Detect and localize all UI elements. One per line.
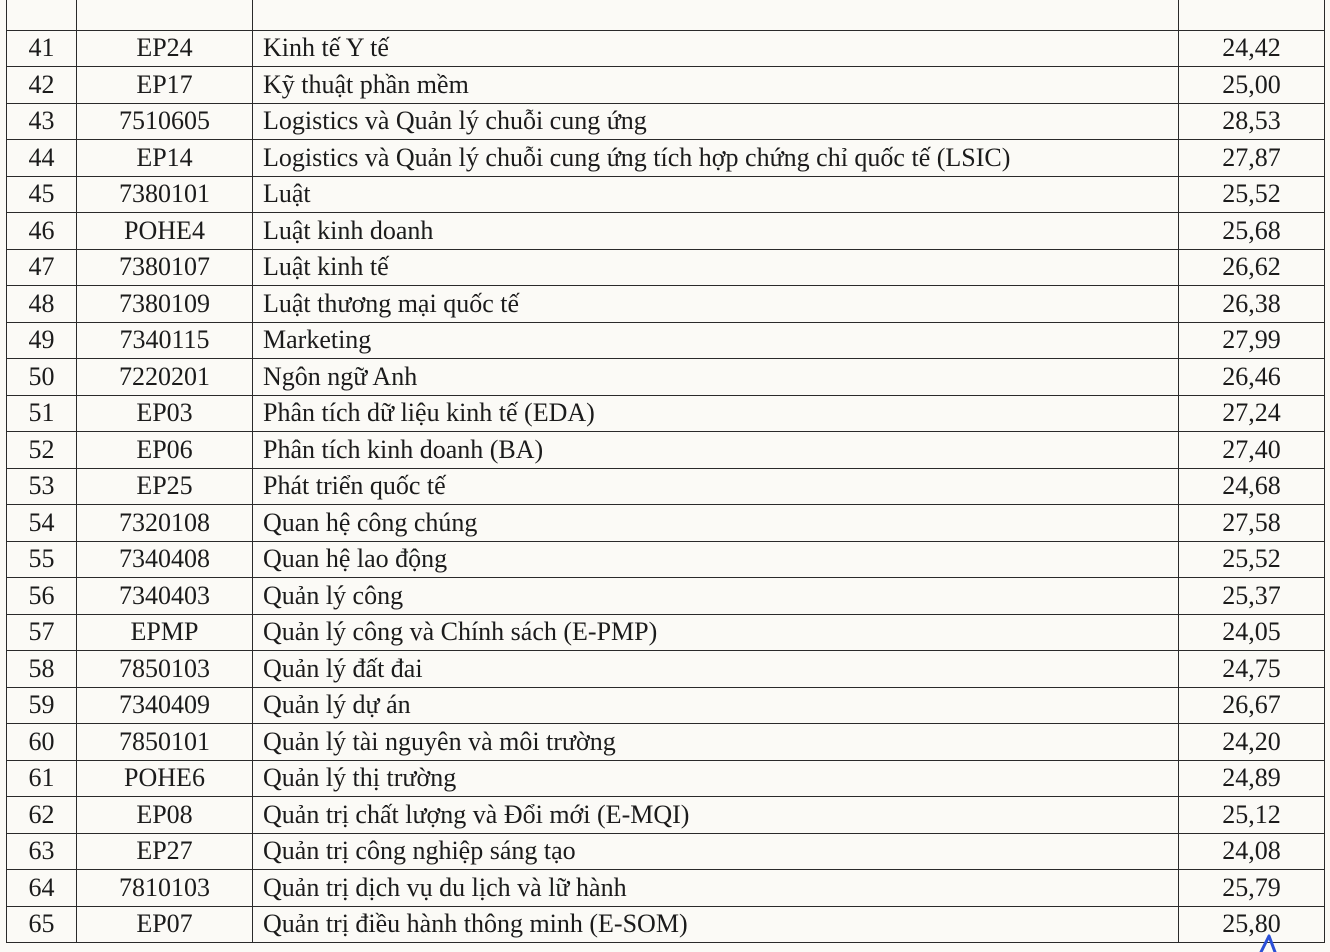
program-name-cell: Kinh tế Y tế [253, 30, 1179, 67]
program-code-cell: POHE6 [77, 760, 253, 797]
program-code-cell: 7380109 [77, 286, 253, 323]
score-cell: 25,79 [1179, 870, 1325, 907]
program-code-cell: 7340408 [77, 541, 253, 578]
program-name-cell: Luật thương mại quốc tế [253, 286, 1179, 323]
table-row [7, 687, 1325, 724]
program-code-cell: EP03 [77, 395, 253, 432]
program-code-cell: 7850103 [77, 651, 253, 688]
score-cell: 24,68 [1179, 468, 1325, 505]
table-row [7, 359, 1325, 396]
table-row [7, 468, 1325, 505]
table-row [7, 213, 1325, 250]
row-number-cell: 65 [7, 906, 77, 943]
program-name-cell: Ngôn ngữ Anh [253, 359, 1179, 396]
table-row [7, 578, 1325, 615]
score-cell: 24,05 [1179, 614, 1325, 651]
row-number-cell: 53 [7, 468, 77, 505]
program-name-cell: Quản trị dịch vụ du lịch và lữ hành [253, 870, 1179, 907]
score-cell: 26,62 [1179, 249, 1325, 286]
program-code-cell: EP14 [77, 140, 253, 177]
score-cell [1179, 0, 1325, 30]
score-cell: 25,52 [1179, 541, 1325, 578]
program-name-cell: Quan hệ công chúng [253, 505, 1179, 542]
row-number-cell: 64 [7, 870, 77, 907]
table-row [7, 322, 1325, 359]
row-number-cell: 57 [7, 614, 77, 651]
score-cell: 26,46 [1179, 359, 1325, 396]
program-name-cell [253, 0, 1179, 30]
score-cell: 25,12 [1179, 797, 1325, 834]
program-name-cell: Logistics và Quản lý chuỗi cung ứng tích hợp chứng chỉ quốc tế (LSIC) [253, 140, 1179, 177]
program-code-cell: 7850101 [77, 724, 253, 761]
table-row [7, 395, 1325, 432]
program-code-cell: EP24 [77, 30, 253, 67]
table-row [7, 67, 1325, 104]
program-name-cell: Phân tích kinh doanh (BA) [253, 432, 1179, 469]
score-cell: 24,75 [1179, 651, 1325, 688]
table-row [7, 176, 1325, 213]
row-number-cell: 55 [7, 541, 77, 578]
row-number-cell: 47 [7, 249, 77, 286]
table-row [7, 797, 1325, 834]
score-cell: 27,24 [1179, 395, 1325, 432]
table-row [7, 140, 1325, 177]
score-cell: 27,99 [1179, 322, 1325, 359]
score-cell: 24,20 [1179, 724, 1325, 761]
program-name-cell: Quản trị chất lượng và Đổi mới (E-MQI) [253, 797, 1179, 834]
program-code-cell: EP08 [77, 797, 253, 834]
score-cell: 25,68 [1179, 213, 1325, 250]
program-name-cell: Quản trị công nghiệp sáng tạo [253, 833, 1179, 870]
score-table-body [7, 0, 1325, 943]
score-cell: 28,53 [1179, 103, 1325, 140]
program-name-cell: Quản lý công [253, 578, 1179, 615]
score-cell: 25,37 [1179, 578, 1325, 615]
table-row [7, 541, 1325, 578]
program-code-cell: EP25 [77, 468, 253, 505]
score-table [6, 0, 1325, 943]
program-code-cell: EP17 [77, 67, 253, 104]
row-number-cell: 60 [7, 724, 77, 761]
program-code-cell: 7320108 [77, 505, 253, 542]
score-cell: 26,38 [1179, 286, 1325, 323]
program-code-cell: 7810103 [77, 870, 253, 907]
program-code-cell: EP06 [77, 432, 253, 469]
program-name-cell: Phát triển quốc tế [253, 468, 1179, 505]
table-row [7, 505, 1325, 542]
table-row [7, 614, 1325, 651]
program-code-cell: 7340115 [77, 322, 253, 359]
score-cell: 26,67 [1179, 687, 1325, 724]
program-name-cell: Quản lý đất đai [253, 651, 1179, 688]
score-cell: 25,52 [1179, 176, 1325, 213]
table-row [7, 870, 1325, 907]
program-name-cell: Kỹ thuật phần mềm [253, 67, 1179, 104]
table-row-partial [7, 0, 1325, 30]
row-number-cell: 58 [7, 651, 77, 688]
program-code-cell [77, 0, 253, 30]
table-row [7, 103, 1325, 140]
table-row [7, 249, 1325, 286]
program-code-cell: 7380101 [77, 176, 253, 213]
row-number-cell: 51 [7, 395, 77, 432]
table-row [7, 724, 1325, 761]
table-row [7, 906, 1325, 943]
table-row [7, 30, 1325, 67]
score-cell: 25,80 [1179, 906, 1325, 943]
table-row [7, 760, 1325, 797]
row-number-cell: 48 [7, 286, 77, 323]
program-name-cell: Phân tích dữ liệu kinh tế (EDA) [253, 395, 1179, 432]
program-code-cell: EP07 [77, 906, 253, 943]
program-name-cell: Quản lý dự án [253, 687, 1179, 724]
score-cell: 27,40 [1179, 432, 1325, 469]
program-name-cell: Luật kinh tế [253, 249, 1179, 286]
table-row [7, 651, 1325, 688]
program-code-cell: 7340403 [77, 578, 253, 615]
row-number-cell: 52 [7, 432, 77, 469]
program-name-cell: Quản trị điều hành thông minh (E-SOM) [253, 906, 1179, 943]
program-code-cell: 7510605 [77, 103, 253, 140]
row-number-cell: 56 [7, 578, 77, 615]
program-name-cell: Quản lý tài nguyên và môi trường [253, 724, 1179, 761]
score-cell: 24,08 [1179, 833, 1325, 870]
handwritten-pen-mark [1258, 934, 1282, 952]
row-number-cell: 54 [7, 505, 77, 542]
row-number-cell: 44 [7, 140, 77, 177]
program-name-cell: Marketing [253, 322, 1179, 359]
score-cell: 24,89 [1179, 760, 1325, 797]
score-cell: 24,42 [1179, 30, 1325, 67]
row-number-cell: 61 [7, 760, 77, 797]
table-row [7, 833, 1325, 870]
score-cell: 27,87 [1179, 140, 1325, 177]
program-name-cell: Luật kinh doanh [253, 213, 1179, 250]
row-number-cell: 49 [7, 322, 77, 359]
row-number-cell: 62 [7, 797, 77, 834]
row-number-cell: 50 [7, 359, 77, 396]
program-code-cell: 7220201 [77, 359, 253, 396]
program-code-cell: EP27 [77, 833, 253, 870]
row-number-cell: 43 [7, 103, 77, 140]
program-code-cell: EPMP [77, 614, 253, 651]
program-code-cell: 7340409 [77, 687, 253, 724]
program-name-cell: Quản lý công và Chính sách (E-PMP) [253, 614, 1179, 651]
row-number-cell: 45 [7, 176, 77, 213]
program-name-cell: Quan hệ lao động [253, 541, 1179, 578]
program-name-cell: Quản lý thị trường [253, 760, 1179, 797]
score-cell: 27,58 [1179, 505, 1325, 542]
program-name-cell: Luật [253, 176, 1179, 213]
row-number-cell: 63 [7, 833, 77, 870]
row-number-cell: 42 [7, 67, 77, 104]
score-cell: 25,00 [1179, 67, 1325, 104]
program-code-cell: 7380107 [77, 249, 253, 286]
table-row [7, 432, 1325, 469]
table-row [7, 286, 1325, 323]
program-code-cell: POHE4 [77, 213, 253, 250]
row-number-cell: 59 [7, 687, 77, 724]
row-number-cell: 46 [7, 213, 77, 250]
row-number-cell: 41 [7, 30, 77, 67]
row-number-cell [7, 0, 77, 30]
program-name-cell: Logistics và Quản lý chuỗi cung ứng [253, 103, 1179, 140]
